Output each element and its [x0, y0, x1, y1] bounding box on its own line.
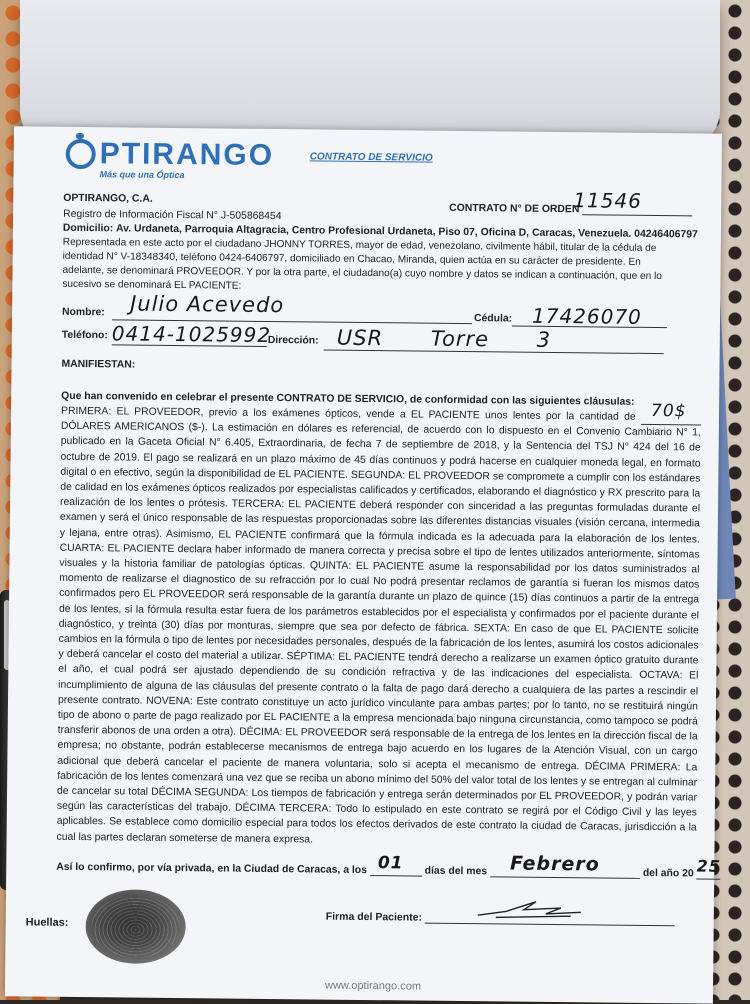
closing-year-line — [696, 856, 722, 879]
closing-text-2: días del mes — [424, 865, 488, 878]
patient-name-label: Nombre: — [62, 306, 105, 319]
patient-phone: 0414-1025992 — [111, 321, 272, 347]
logo-text: PTIRANGO — [99, 137, 275, 173]
fingerprint-image — [85, 889, 186, 964]
amount-handwritten: 70$ — [650, 401, 687, 422]
domicilio-label: Domicilio: — [62, 222, 114, 235]
order-label-text: CONTRATO N° DE ORDEN — [449, 202, 580, 216]
contract-sheet — [5, 126, 722, 1003]
patient-cedula: 17426070 — [531, 303, 642, 329]
logo-wordmark — [66, 137, 275, 173]
closing-year: 25 — [696, 856, 722, 876]
contract-title: CONTRATO DE SERVICIO — [309, 151, 433, 164]
patient-phone-label: Teléfono: — [61, 329, 108, 342]
closing-text-1: Así lo confirmo, por vía privada, en la Ciudad de Caracas, a los — [56, 861, 367, 877]
domicilio-value: Av. Urdaneta, Parroquia Altagracia, Centro Profesional Urdaneta, Piso 07, Oficina D, Caracas, Venezuela. 04246406797 — [116, 223, 698, 241]
rep-line-2: identidad N° V-18348340, teléfono 0424-6406797, domiciliado en Chacao, Miranda, quien actúa en su carácter de presidente. En — [62, 250, 641, 268]
rep-line-4: sucesivo se denominará EL PACIENTE: — [62, 278, 242, 292]
manifiestan-heading: MANIFIESTAN: — [61, 358, 136, 371]
agreement-intro: Que han convenido en celebrar el presente CONTRATO DE SERVICIO, de conformidad con las siguientes cláusulas: — [61, 390, 635, 408]
order-number: 11546 — [573, 188, 643, 213]
patient-address: USR Torre 3 — [336, 325, 552, 352]
patient-cedula-label: Cédula: — [473, 313, 513, 325]
patient-address-label: Dirección: — [267, 334, 319, 347]
rep-line-1: Representada en este acto por el ciudadano JHONNY TORRES, mayor de edad, venezolano, civilmente hábil, titular de la cédula de — [62, 236, 657, 255]
closing-month-line — [490, 852, 640, 879]
patient-signature — [476, 893, 586, 924]
footer-url[interactable]: www.optirango.com — [324, 979, 422, 993]
clauses-body — [56, 401, 701, 852]
order-label — [449, 199, 692, 217]
fingerprint-ridges — [91, 895, 180, 958]
logo — [65, 137, 274, 181]
closing-month: Febrero — [509, 852, 600, 876]
logo-eye-icon — [66, 139, 96, 169]
company-rif: Registro de Información Fiscal N° J-505868454 — [63, 208, 282, 223]
clause-primera-a: PRIMERA: EL PROVEEDOR, previo a los exámenes ópticos, vende a EL PACIENTE unos lentes por la cantidad de — [60, 405, 636, 423]
closing-day: 01 — [377, 853, 404, 874]
company-name: OPTIRANGO, C.A. — [63, 192, 153, 205]
closing-day-line — [370, 853, 422, 877]
huellas-label: Huellas: — [25, 916, 69, 929]
logo-tagline: Más que una Óptica — [99, 169, 185, 181]
closing-text-3: del año 20 — [642, 867, 694, 880]
firma-label-text: Firma del Paciente: — [325, 910, 423, 924]
amount-line — [641, 401, 701, 426]
clauses-rest: SEGUNDA: EL PROVEEDOR se compromete a cumplir con los estándares de calidad en los exámenes ópticos realizados por especialistas calificados y certificados, elaborando el diagnóstico y RX prescrito para la realización de los lentes o prótesis. TERCERA: EL PACIENTE deberá responder con sinceridad a las preguntas formuladas durante el examen y será el único responsable de las respuestas proporcionadas sobre las diferentes distancias visuales (visión cercana, intermedia y lejana, entre otras). Asimismo, EL PACIENTE confirmará que la fórmula indicada es la adecuada para la elaboración de los lentes. CUARTA: EL PACIENTE declara haber informado de manera correcta y precisa sobre el tipo de lentes utilizados anteriormente, síntomas visuales y la historia familiar de patologías ópticas. QUINTA: EL PACIENTE asume la responsabilidad por los datos suministrados al momento de realizarse el diagnostico de su refracción por lo cual No podrá presentar reclamos de garantía si fueran los mismos datos confirmados pero EL PROVEEDOR será responsable de la garantía durante un plazo de quince (15) días continuos a partir de la entrega de los lentes, si la fórmula resulta estar fuera de los parámetros establecidos por el especialista y confirmados por el paciente durante el diagnóstico, y treinta (30) días por monturas, siempre que sea por defecto de fábrica. SEXTA: En caso de que EL PACIENTE solicite cambios en la fórmula o tipo de lentes por necesidades personales, después de la fabricación de los lentes, asumirá los costos adicionales y deberá cancelar el costo del material a utilizar. SÉPTIMA: EL PACIENTE tendrá derecho a realizarse un examen óptico gratuito durante el año, el cual podrá ser ajustado dependiendo de su condición refractiva y de las indicaciones del especialista. OCTAVA: El incumplimiento de alguna de las cláusulas del presente contrato o la falta de pago dará derecho a cualquiera de las partes a rescindir el presente contrato. NOVENA: Este contrato constituye un acto jurídico vinculante para ambas partes; por lo tanto, no se restituirá ningún tipo de abono o parte de pago realizado por EL PACIENTE a la empresa mencionada bajo ninguna circunstancia, como tampoco se podrá transferir abonos de una orden a otra). DÉCIMA: EL PROVEEDOR será responsable de la entrega de los lentes en la dirección fiscal de la empresa; no obstante, podrán establecerse mecanismos de entrega bajo acuerdo en los lugares de la Atención Visual, con un cargo adicional que deberá cancelar el paciente de manera voluntaria, solo si acepta el mecanismo de entrega. DÉCIMA PRIMERA: La fabricación de los lentes comenzará una vez que se reciba un abono mínimo del 50% del valor total de los lentes y se entregan al culminar de cancelar su total DÉCIMA SEGUNDA: Los tiempos de fabricación y entrega serán determinados por EL PROVEEDOR, y podrán variar según las características del trabajo. DÉCIMA TERCERA: Todo lo estipulado en este contrato se regirá por el Código Civil y las leyes aplicables. Se establece como domicilio especial para todos los efectos derivados de este contrato la ciudad de Caracas, jurisdicción a la cual las partes declaran someterse de manera expresa. — [56, 469, 701, 846]
clause-primera-b: DÓLARES AMERICANOS ($-). La estimación en dólares es referencial, de acuerdo con lo dispuesto en el Convenio Cambiario N° 1, publicado en la Gaceta Oficial N° 6.405, Extraordinaria, de fecha 7 de septiembre de 2018, y la Sentencia del TSJ N° 424 del 16 de octubre de 2019. El pago se realizará en un plazo máximo de 45 días continuos y podrá hacerse en cualquier moneda legal, en formato digital o en efectivo, según la disponibilidad de EL PACIENTE. — [60, 421, 701, 481]
rep-line-3: adelante, se denominará PROVEEDOR. Y por la otra parte, el ciudadano(a) cuyo nombre y datos se indican a continuación, que en lo — [62, 264, 662, 283]
closing-line — [56, 852, 722, 880]
patient-name: Julio Acevedo — [130, 291, 285, 318]
